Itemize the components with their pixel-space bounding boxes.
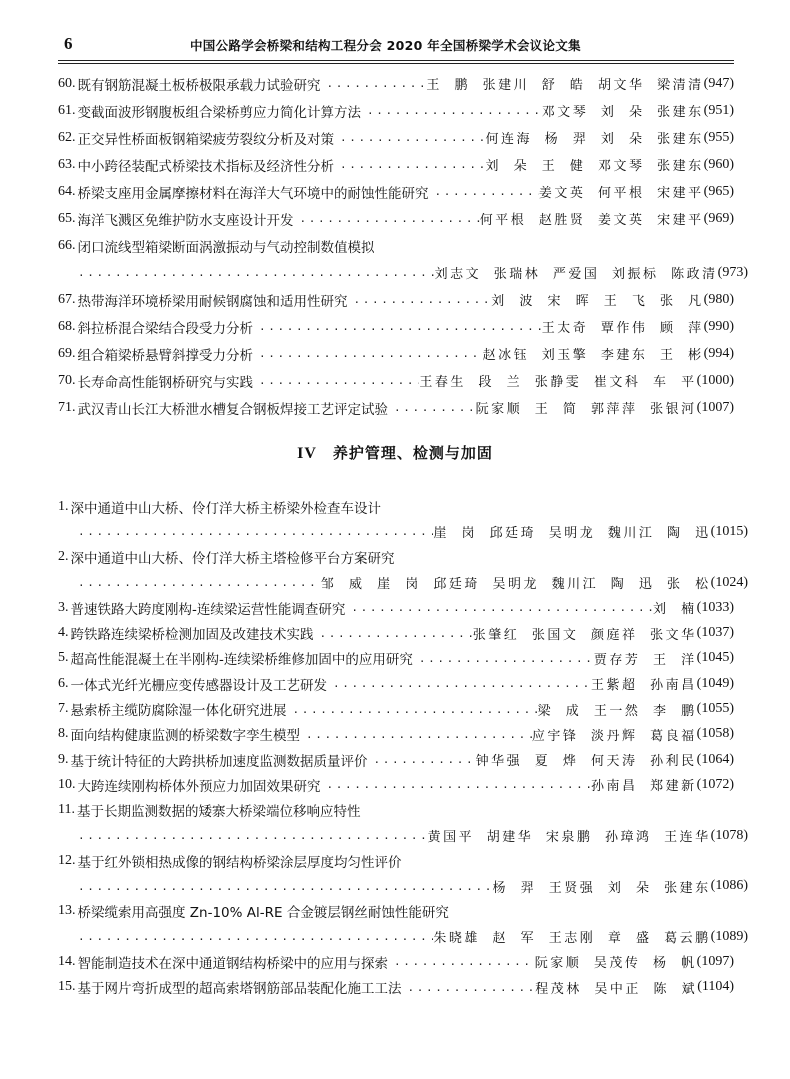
page-header (0, 0, 790, 66)
toc-entry[interactable] (0, 232, 790, 286)
toc-entry[interactable] (0, 178, 790, 205)
section-roman-numeral: IV (297, 445, 317, 462)
toc-line (58, 313, 734, 340)
dot-leader (388, 955, 535, 968)
entry-page: (1104) (697, 979, 734, 995)
dot-leader (253, 374, 419, 387)
entry-number: 11. (58, 802, 75, 818)
entry-page: (1058) (696, 726, 734, 742)
entry-number: 14. (58, 953, 76, 969)
toc-line-continuation (58, 519, 748, 544)
toc-entry[interactable] (0, 394, 790, 421)
entry-page: (955) (703, 129, 734, 145)
toc-line (58, 772, 734, 797)
entry-authors: 邹 威 崖 岗 邱廷琦 吴明龙 魏川江 陶 迅 张 松 (320, 577, 711, 593)
entry-number: 67. (58, 291, 76, 307)
dot-leader (334, 131, 486, 144)
entry-title: 桥梁缆索用高强度 Zn-10% Al-RE 合金镀层钢丝耐蚀性能研究 (77, 905, 449, 922)
dot-leader (253, 320, 542, 333)
entry-number: 60. (58, 75, 76, 91)
toc-line (58, 97, 734, 124)
entry-page: (990) (703, 318, 734, 334)
toc-line (58, 70, 734, 97)
entry-number: 64. (58, 183, 76, 199)
entry-authors: 王太奇 覃作伟 顾 萍 (541, 321, 704, 336)
entry-number: 13. (58, 903, 76, 919)
toc-entry[interactable] (0, 671, 790, 696)
toc-entry[interactable] (0, 70, 790, 97)
toc-line (58, 340, 734, 367)
entry-authors: 朱晓雄 赵 军 王志刚 章 盛 葛云鹏 (433, 931, 711, 947)
entry-title: 深中通道中山大桥、伶仃洋大桥主桥梁外检查车设计 (70, 500, 381, 517)
entry-page: (1089) (710, 928, 748, 944)
entry-authors: 刘 楠 (653, 602, 697, 618)
toc-entry[interactable] (0, 367, 790, 394)
toc-line-continuation (58, 873, 748, 898)
toc-line (58, 232, 734, 259)
toc-line (58, 124, 734, 151)
toc-entry[interactable] (0, 949, 790, 974)
dot-leader (327, 677, 591, 690)
entry-page: (947) (703, 75, 734, 91)
entry-title: 基于长期监测数据的矮寨大桥梁端位移响应特性 (76, 804, 361, 821)
entry-title: 悬索桥主缆防腐除湿一体化研究进展 (70, 703, 287, 720)
entry-page: (994) (703, 345, 734, 361)
toc-section-iv (0, 494, 790, 1000)
entry-page: (1000) (696, 372, 734, 388)
dot-leader (429, 185, 539, 198)
entry-title: 海洋飞溅区免维护防水支座设计开发 (77, 212, 294, 229)
dot-leader (348, 293, 492, 306)
entry-title: 基于红外锁相热成像的钢结构桥梁涂层厚度均匀性评价 (77, 854, 402, 871)
entry-number: 65. (58, 210, 76, 226)
toc-entry[interactable] (0, 205, 790, 232)
page-number: 6 (64, 34, 73, 53)
running-title: 中国公路学会桥梁和结构工程分会 2020 年全国桥梁学术会议论文集 (190, 38, 581, 53)
toc-entry[interactable] (0, 494, 790, 545)
entry-authors: 何连海 杨 羿 刘 朵 张建东 (485, 132, 704, 147)
entry-number: 6. (58, 675, 69, 691)
entry-number: 71. (58, 399, 76, 415)
dot-leader (388, 401, 476, 414)
entry-page: (1055) (696, 701, 734, 717)
entry-page: (1086) (710, 878, 748, 894)
entry-number: 5. (58, 650, 69, 666)
entry-authors: 刘 朵 王 健 邓文琴 张建东 (485, 159, 704, 174)
entry-authors: 崖 岗 邱廷琦 吴明龙 魏川江 陶 迅 (433, 526, 711, 542)
entry-title: 基于统计特征的大跨拱桥加速度监测数据质量评价 (70, 753, 368, 770)
entry-title: 闭口流线型箱梁断面涡激振动与气动控制数值模拟 (77, 239, 375, 256)
entry-page: (965) (703, 183, 734, 199)
entry-title: 超高性能混凝土在半刚构-连续梁桥维修加固中的应用研究 (70, 652, 413, 669)
dot-leader (300, 728, 532, 741)
toc-line (58, 975, 734, 1000)
entry-authors: 何平根 赵胜贤 姜文英 宋建平 (479, 213, 704, 228)
entry-authors: 张肇红 张国文 颜庭祥 张文华 (472, 627, 697, 643)
toc-entry[interactable] (0, 899, 790, 950)
entry-page: (1045) (696, 650, 734, 666)
header-rule (58, 60, 734, 64)
toc-entry[interactable] (0, 772, 790, 797)
entry-title: 普速铁路大跨度刚构-连续梁运营性能调查研究 (70, 601, 346, 618)
entry-number: 62. (58, 129, 76, 145)
entry-number: 69. (58, 345, 76, 361)
entry-number: 9. (58, 751, 69, 767)
toc-line (58, 747, 734, 772)
toc-entry[interactable] (0, 646, 790, 671)
entry-authors: 应宇锋 淡丹辉 葛良福 (531, 728, 697, 744)
entry-number: 63. (58, 156, 76, 172)
toc-entry[interactable] (0, 696, 790, 721)
toc-line (58, 671, 734, 696)
toc-line (58, 646, 734, 671)
dot-leader (253, 347, 483, 360)
dot-leader (72, 525, 433, 538)
toc-entry[interactable] (0, 124, 790, 151)
entry-page: (1049) (696, 675, 734, 691)
entry-authors: 黄国平 胡建华 宋泉鹏 孙璋鸿 王连华 (427, 830, 711, 845)
entry-authors: 刘志文 张瑞林 严爱国 刘振标 陈政清 (434, 267, 718, 282)
toc-entry[interactable] (0, 722, 790, 747)
dot-leader (294, 212, 480, 225)
entry-number: 61. (58, 102, 76, 118)
entry-page: (1037) (696, 625, 734, 641)
toc-line-continuation (58, 570, 748, 595)
entry-number: 2. (58, 549, 69, 565)
toc-entry[interactable] (0, 340, 790, 367)
toc-line (58, 595, 734, 620)
entry-title: 武汉青山长江大桥泄水槽复合钢板焊接工艺评定试验 (77, 401, 388, 418)
toc-line (58, 205, 734, 232)
toc-entry[interactable] (0, 747, 790, 772)
toc-line (58, 696, 734, 721)
entry-title: 智能制造技术在深中通道钢结构桥梁中的应用与探索 (77, 955, 388, 972)
toc-line (58, 367, 734, 394)
dot-leader (72, 266, 435, 279)
toc-line (58, 494, 734, 519)
entry-page: (1033) (696, 599, 734, 615)
entry-authors: 孙南昌 郑建新 (591, 779, 697, 795)
entry-page: (973) (717, 264, 748, 280)
entry-authors: 梁 成 王一然 李 鹏 (537, 703, 697, 719)
entry-authors: 赵冰钰 刘玉擎 李建东 王 彬 (482, 348, 704, 363)
entry-page: (1015) (710, 523, 748, 539)
entry-number: 15. (58, 979, 76, 995)
entry-page: (1078) (710, 827, 748, 843)
toc-line (58, 286, 734, 313)
entry-page: (980) (703, 291, 734, 307)
entry-title: 跨铁路连续梁桥检测加固及改建技术实践 (70, 627, 314, 644)
toc-line-continuation (58, 823, 748, 848)
entry-authors: 刘 波 宋 晖 王 飞 张 凡 (491, 294, 704, 309)
entry-authors: 王紫超 孙南昌 (591, 678, 697, 694)
toc-entry[interactable] (0, 848, 790, 899)
section-heading (0, 442, 790, 463)
entry-page: (1024) (710, 574, 748, 590)
dot-leader (72, 576, 321, 589)
toc-section-iii (0, 70, 790, 421)
toc-entry[interactable] (0, 151, 790, 178)
entry-page: (1064) (696, 751, 734, 767)
dot-leader (72, 829, 428, 842)
toc-entry[interactable] (0, 545, 790, 596)
dot-leader (321, 77, 427, 90)
dot-leader (402, 981, 536, 994)
entry-authors: 贾存芳 王 洋 (593, 652, 697, 668)
entry-authors: 邓文琴 刘 朵 张建东 (541, 105, 704, 120)
entry-number: 8. (58, 726, 69, 742)
entry-authors: 姜文英 何平根 宋建平 (538, 186, 704, 201)
toc-entry[interactable] (0, 313, 790, 340)
entry-number: 68. (58, 318, 76, 334)
dot-leader (72, 930, 433, 943)
toc-line-continuation (58, 924, 748, 949)
entry-authors: 杨 羿 王贤强 刘 朵 张建东 (492, 880, 711, 896)
dot-leader (72, 880, 493, 893)
entry-title: 大跨连续刚构桥体外预应力加固效果研究 (77, 778, 321, 795)
entry-number: 12. (58, 852, 76, 868)
entry-number: 7. (58, 701, 69, 717)
toc-entry[interactable] (0, 798, 790, 849)
toc-line (58, 949, 734, 974)
entry-page: (960) (703, 156, 734, 172)
entry-authors: 王春生 段 兰 张静雯 崔文科 车 平 (419, 375, 697, 390)
entry-page: (951) (703, 102, 734, 118)
dot-leader (361, 104, 542, 117)
section-title: 养护管理、检测与加固 (332, 444, 493, 462)
entry-title: 桥梁支座用金属摩擦材料在海洋大气环境中的耐蚀性能研究 (77, 185, 429, 202)
toc-line-continuation (58, 259, 748, 286)
entry-number: 10. (58, 776, 76, 792)
toc-line (58, 151, 734, 178)
toc-line (58, 394, 734, 421)
entry-title: 组合箱梁桥悬臂斜撑受力分析 (77, 347, 253, 364)
entry-number: 70. (58, 372, 76, 388)
entry-title: 面向结构健康监测的桥梁数字孪生模型 (70, 728, 300, 745)
entry-page: (969) (703, 210, 734, 226)
dot-leader (334, 158, 486, 171)
toc-entry[interactable] (0, 286, 790, 313)
entry-title: 热带海洋环境桥梁用耐候钢腐蚀和适用性研究 (77, 293, 348, 310)
dot-leader (314, 627, 473, 640)
toc-line (58, 848, 734, 873)
entry-number: 4. (58, 625, 69, 641)
toc-line (58, 545, 734, 570)
entry-page: (1097) (696, 953, 734, 969)
entry-title: 长寿命高性能钢桥研究与实践 (77, 374, 253, 391)
dot-leader (413, 652, 594, 665)
entry-authors: 阮家顺 王 简 郭萍萍 张银河 (475, 402, 697, 417)
toc-entry[interactable] (0, 595, 790, 620)
entry-title: 基于网片弯折成型的超高索塔钢筋部品装配化施工工法 (77, 981, 402, 998)
entry-authors: 钟华强 夏 烨 何天涛 孙利民 (475, 754, 697, 770)
entry-number: 3. (58, 599, 69, 615)
toc-entry[interactable] (0, 620, 790, 645)
dot-leader (287, 703, 538, 716)
toc-line (58, 798, 734, 823)
toc-line (58, 178, 734, 205)
entry-number: 66. (58, 237, 76, 253)
dot-leader (368, 753, 476, 766)
entry-authors: 阮家顺 吴茂传 杨 帆 (534, 956, 697, 972)
entry-title: 深中通道中山大桥、伶仃洋大桥主塔检修平台方案研究 (70, 551, 395, 568)
entry-title: 既有钢筋混凝土板桥极限承载力试验研究 (77, 77, 321, 94)
entry-page: (1007) (696, 399, 734, 415)
entry-title: 一体式光纤光栅应变传感器设计及工艺研发 (70, 677, 327, 694)
entry-title: 变截面波形钢腹板组合梁桥剪应力简化计算方法 (77, 104, 361, 121)
entry-page: (1072) (696, 776, 734, 792)
toc-entry[interactable] (0, 975, 790, 1000)
entry-number: 1. (58, 498, 69, 514)
toc-line (58, 620, 734, 645)
toc-entry[interactable] (0, 97, 790, 124)
entry-authors: 王 鹏 张建川 舒 皓 胡文华 梁清清 (426, 78, 704, 93)
entry-authors: 程茂林 吴中正 陈 斌 (535, 981, 698, 997)
entry-title: 正交异性桥面板钢箱梁疲劳裂纹分析及对策 (77, 131, 334, 148)
dot-leader (345, 601, 653, 614)
dot-leader (321, 778, 592, 791)
toc-line (58, 899, 734, 924)
entry-title: 中小跨径装配式桥梁技术指标及经济性分析 (77, 158, 334, 175)
entry-title: 斜拉桥混合梁结合段受力分析 (77, 320, 253, 337)
toc-line (58, 722, 734, 747)
